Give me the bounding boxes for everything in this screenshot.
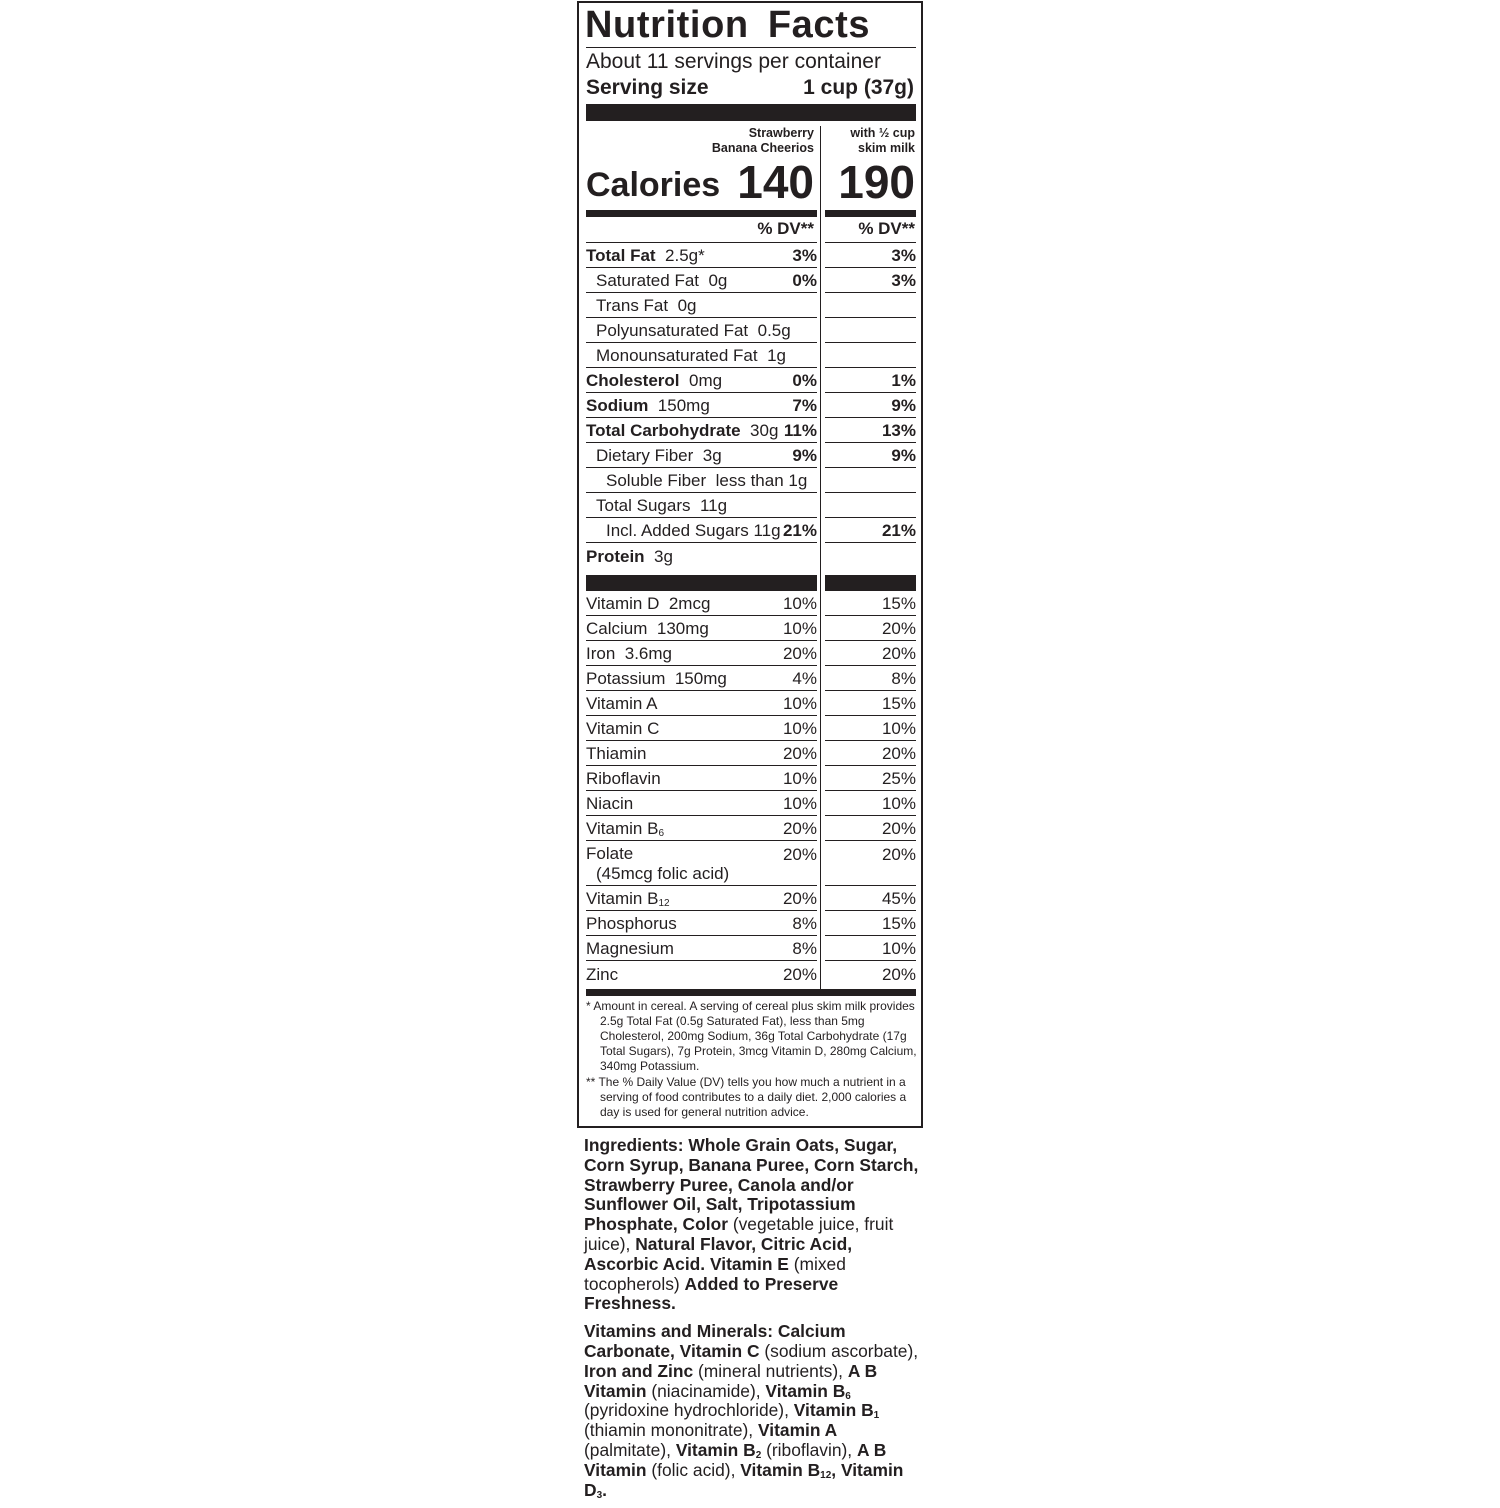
calories-label: Calories <box>586 166 721 204</box>
text-run: Iron and Zinc <box>584 1360 699 1381</box>
nutrient-row-saturated-fat: Saturated Fat 0g 0% <box>586 268 817 293</box>
nutrient-row-added-sugars-milk: 21% <box>825 518 916 543</box>
footnotes <box>586 999 918 1121</box>
vitamin-row-vitamin-b12: Vitamin $B_{12}$ 20% <box>586 886 817 911</box>
vitamin-row-niacin: Niacin 10% <box>586 791 817 816</box>
nutrient-row-cholesterol-milk: 1% <box>825 368 916 393</box>
vitamin-row-vitamin-c: Vitamin C 10% <box>586 716 817 741</box>
serving-size-label: Serving size <box>586 76 709 99</box>
text-run: Vitamin D <box>584 1459 904 1500</box>
vitamin-row-iron-milk: 20% <box>825 641 916 666</box>
text-run: Natural Flavor, Citric Acid, Ascorbic Acid. Vitamin E <box>584 1233 853 1274</box>
footnote-divider <box>586 989 916 996</box>
nutrient-row-saturated-fat-milk: 3% <box>825 268 916 293</box>
text-run: (mixed tocopherols) <box>584 1253 846 1294</box>
vitamin-row-niacin-milk: 10% <box>825 791 916 816</box>
nutrient-row-trans-fat: Trans Fat 0g <box>586 293 817 318</box>
ingredients-list <box>584 1136 924 1314</box>
nutrient-row-total-sugars-milk <box>825 493 916 518</box>
footnote-amount: * Amount in cereal. A serving of cereal plus skim milk provides 2.5g Total Fat (0.5g Saturated Fat), less than 5mg Cholesterol, 200mg Sodium, 36g Total Carbohydrate (17g Total Sugars), 7g Protein, 3mcg Vitamin D, 280mg Calcium, 340mg Potassium. <box>586 999 917 1073</box>
subscript: 1 <box>873 1410 880 1422</box>
dv-header-cereal: % DV** <box>757 219 814 238</box>
calories-divider <box>586 210 817 217</box>
vitamin-row-vitamin-c-milk: 10% <box>825 716 916 741</box>
vitamin-row-vitamin-a: Vitamin A 10% <box>586 691 817 716</box>
text-run: Vitamin B <box>793 1400 874 1421</box>
thick-divider <box>586 104 916 121</box>
vitamin-row-thiamin: Thiamin 20% <box>586 741 817 766</box>
nutrient-row-total-sugars: Total Sugars 11g <box>586 493 817 518</box>
nutrient-row-total-fat-milk <box>825 243 916 268</box>
nutrient-row-total-fat: Total Fat 2.5g* 3% <box>586 243 817 268</box>
subscript: 2 <box>755 1449 762 1461</box>
ingredients-section <box>584 1136 924 1508</box>
vitamin-row-vitamin-d-milk: 15% <box>825 591 916 616</box>
text-run: Vitamin B <box>740 1459 821 1480</box>
vitamin-row-folate: Folate (45mcg folic acid) 20% <box>586 841 817 886</box>
nutrient-row-soluble-fiber: Soluble Fiber less than 1g <box>586 468 817 493</box>
nutrient-row-sodium: Sodium 150mg 7% <box>586 393 817 418</box>
nutrient-row-monounsaturated-fat-milk <box>825 343 916 368</box>
text-run: Vitamins and Minerals: Calcium Carbonate, Vitamin C <box>584 1321 846 1361</box>
text-run: Vitamin A <box>757 1420 837 1441</box>
vitamin-row-iron: Iron 3.6mg 20% <box>586 641 817 666</box>
vitamin-row-vitamin-d: Vitamin D 2mcg 10% <box>586 591 817 616</box>
nutrient-row-sodium-milk: 9% <box>825 393 916 418</box>
text-run: (vegetable juice, fruit juice), <box>584 1214 894 1254</box>
nutrient-row-added-sugars: Incl. Added Sugars 11g 21% <box>586 518 817 543</box>
text-run: Vitamin B <box>675 1439 756 1460</box>
nutrient-row-protein-milk <box>825 543 916 568</box>
text-run: . <box>602 1479 607 1500</box>
nutrient-row-cholesterol: Cholesterol 0mg 0% <box>586 368 817 393</box>
serving-size-value: 1 cup (37g) <box>803 76 914 99</box>
vitamins-thick-divider <box>586 575 817 591</box>
calories-divider <box>825 210 916 217</box>
nutrient-row-dietary-fiber-milk: 9% <box>825 443 916 468</box>
text-run: Ingredients: Whole Grain Oats, Sugar, Corn Syrup, Banana Puree, Corn Starch, Strawberry Puree, Canola and/or Sunflower Oil, Salt, Tripotassium Phosphate, Color <box>584 1135 919 1235</box>
vitamin-row-vitamin-a-milk: 15% <box>825 691 916 716</box>
vitamin-row-zinc-milk: 20% <box>881 965 916 984</box>
dv-cereal: 3% <box>792 246 817 265</box>
dv-milk: 3% <box>891 246 916 265</box>
nutrient-row-trans-fat-milk <box>825 293 916 318</box>
text-run: (folic acid), <box>651 1459 741 1480</box>
text-run: (thiamin mononitrate), <box>584 1420 758 1441</box>
column-separator <box>820 126 821 994</box>
text-run: A B Vitamin <box>584 1439 887 1480</box>
subscript: 3 <box>596 1489 603 1501</box>
subscript: 12 <box>820 1469 832 1481</box>
vitamin-row-phosphorus: Phosphorus 8% <box>586 911 817 936</box>
nutrient-row-dietary-fiber: Dietary Fiber 3g 9% <box>586 443 817 468</box>
text-run: Added to Preserve Freshness. <box>584 1273 839 1314</box>
vitamin-row-magnesium-milk: 10% <box>825 936 916 961</box>
vitamin-row-vitamin-b12-milk: 45% <box>825 886 916 911</box>
servings-per-container: About 11 servings per container <box>586 50 881 73</box>
nutrient-row-polyunsaturated-fat-milk <box>825 318 916 343</box>
text-run: A B Vitamin <box>584 1360 878 1401</box>
nutrient-row-monounsaturated-fat: Monounsaturated Fat 1g <box>586 343 817 368</box>
col2-header: with ½ cup skim milk <box>850 126 915 155</box>
vitamin-row-potassium-milk: 8% <box>825 666 916 691</box>
vitamin-row-potassium: Potassium 150mg 4% <box>586 666 817 691</box>
text-run: (riboflavin), <box>761 1439 857 1460</box>
col1-header: Strawberry Banana Cheerios <box>711 126 814 155</box>
text-run: (sodium ascorbate), <box>764 1340 919 1361</box>
nutrient-row-total-carbohydrate-milk: 13% <box>825 418 916 443</box>
calories-cereal: 140 <box>737 156 814 208</box>
vitamin-row-thiamin-milk: 20% <box>825 741 916 766</box>
subscript: 6 <box>845 1390 851 1402</box>
vitamin-row-vitamin-b6: Vitamin $B_6$ 20% <box>586 816 817 841</box>
nutrient-row-total-carbohydrate: Total Carbohydrate 30g 11% <box>586 418 817 443</box>
vitamin-row-phosphorus-milk: 15% <box>825 911 916 936</box>
vitamin-row-riboflavin: Riboflavin 10% <box>586 766 817 791</box>
vitamin-row-folate-milk: 20% <box>825 841 916 886</box>
nutrient-row-protein: Protein 3g <box>586 547 673 566</box>
text-run: Vitamin B <box>765 1380 846 1401</box>
nutrient-row-polyunsaturated-fat: Polyunsaturated Fat 0.5g <box>586 318 817 343</box>
footnote-daily-value: ** The % Daily Value (DV) tells you how much a nutrient in a serving of food contributes to a daily diet. 2,000 calories a day is used for general nutrition advice. <box>586 1075 907 1119</box>
text-run: (mineral nutrients), <box>698 1360 848 1381</box>
text-run: (palmitate), <box>584 1439 676 1460</box>
vitamin-row-calcium: Calcium 130mg 10% <box>586 616 817 641</box>
vitamin-row-zinc: Zinc 20% <box>586 965 817 984</box>
calories-with-milk: 190 <box>838 156 915 208</box>
vitamins-and-minerals-list <box>584 1322 924 1500</box>
vitamin-row-magnesium: Magnesium 8% <box>586 936 817 961</box>
nutrition-facts-panel <box>577 1 923 1128</box>
text-run: , <box>831 1459 841 1480</box>
vitamin-row-calcium-milk: 20% <box>825 616 916 641</box>
vitamin-row-vitamin-b6-milk: 20% <box>825 816 916 841</box>
label-title: Nutrition Facts <box>585 4 871 46</box>
text-run: (pyridoxine hydrochloride), <box>584 1400 794 1421</box>
vitamin-row-riboflavin-milk: 25% <box>825 766 916 791</box>
nutrient-row-soluble-fiber-milk <box>825 468 916 493</box>
vitamins-thick-divider <box>825 575 916 591</box>
divider <box>586 47 916 48</box>
dv-header-milk: % DV** <box>858 219 915 238</box>
text-run: (niacinamide), <box>651 1380 766 1401</box>
